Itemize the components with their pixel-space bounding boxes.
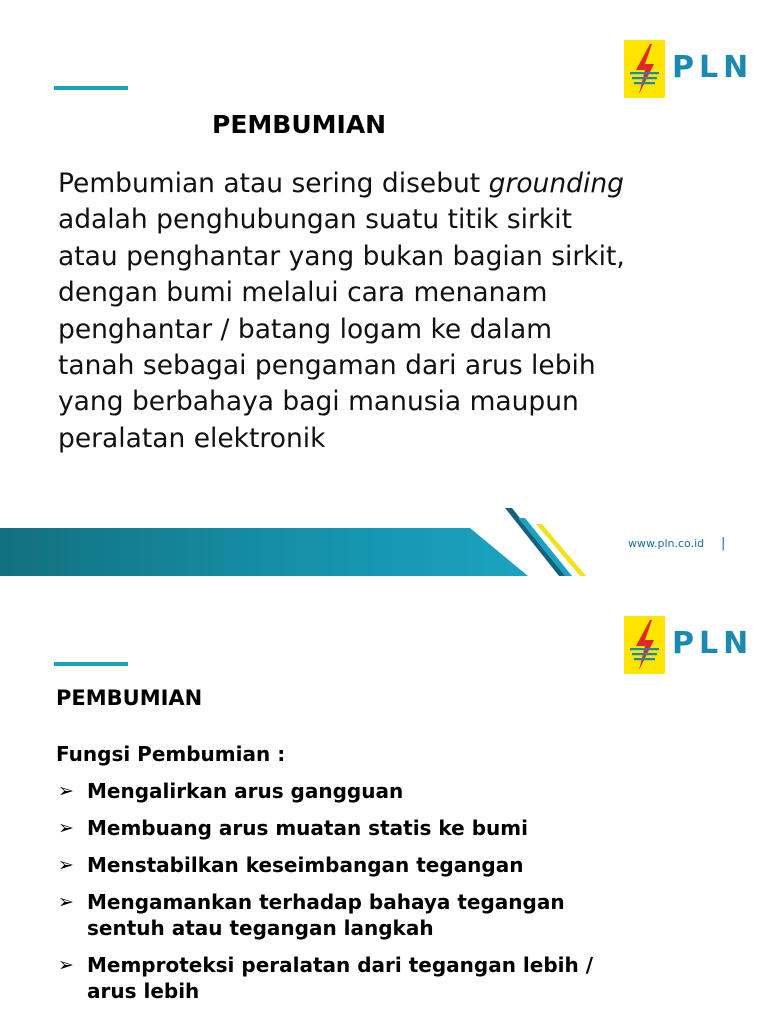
footer-url: www.pln.co.id xyxy=(628,537,705,550)
list-item xyxy=(56,815,756,841)
lightning-bolt-icon xyxy=(624,40,665,98)
arrow-bullet-icon: ➢ xyxy=(58,854,74,876)
paragraph-line: peralatan elektronik xyxy=(58,422,326,454)
paragraph-line: Pembumian atau sering disebut grounding xyxy=(58,168,624,199)
pln-logo-mark xyxy=(624,40,665,98)
paragraph-line: tanah sebagai pengaman dari arus lebih xyxy=(58,350,596,382)
paragraph-line: penghantar / batang logam ke dalam xyxy=(58,313,553,345)
list-item-text: Memproteksi peralatan dari tegangan lebih / xyxy=(87,953,594,977)
definition-paragraph xyxy=(58,166,748,457)
arrow-bullet-icon: ➢ xyxy=(58,891,74,913)
footer-decoration-band xyxy=(0,508,600,576)
slide-gap xyxy=(0,576,768,586)
pln-logo xyxy=(624,616,754,674)
list-item xyxy=(56,889,756,941)
arrow-bullet-icon: ➢ xyxy=(58,780,74,802)
list-item-text: Membuang arus muatan statis ke bumi xyxy=(87,816,528,840)
paragraph-line: atau penghantar yang bukan bagian sirkit, xyxy=(58,240,625,272)
title-accent-line xyxy=(54,662,128,666)
list-item-text-continued: arus lebih xyxy=(87,979,200,1003)
list-item-text-continued: sentuh atau tegangan langkah xyxy=(87,916,434,940)
function-list xyxy=(56,778,756,1015)
list-item xyxy=(56,852,756,878)
grounding-term: grounding xyxy=(488,168,624,199)
arrow-bullet-icon: ➢ xyxy=(58,954,74,976)
paragraph-line: yang berbahaya bagi manusia maupun xyxy=(58,386,579,418)
paragraph-line: adalah penghubungan suatu titik sirkit xyxy=(58,204,573,236)
list-item xyxy=(56,778,756,804)
lightning-bolt-icon xyxy=(624,616,665,674)
list-item xyxy=(56,952,756,1004)
section-subtitle: Fungsi Pembumian : xyxy=(56,742,286,766)
footer-separator: | xyxy=(721,536,726,551)
slide-title: PEMBUMIAN xyxy=(212,110,387,139)
paragraph-line: dengan bumi melalui cara menanam xyxy=(58,277,548,309)
title-accent-line xyxy=(54,86,128,90)
pln-logo-mark xyxy=(624,616,665,674)
list-item-text: Mengalirkan arus gangguan xyxy=(87,779,404,803)
pln-logo xyxy=(624,40,754,98)
pln-logo-text: PLN xyxy=(672,626,754,661)
list-item-text: Mengamankan terhadap bahaya tegangan xyxy=(87,890,565,914)
slide-title: PEMBUMIAN xyxy=(56,686,203,710)
slide-2 xyxy=(0,586,768,1024)
list-item-text: Menstabilkan keseimbangan tegangan xyxy=(87,853,524,877)
arrow-bullet-icon: ➢ xyxy=(58,817,74,839)
pln-logo-text: PLN xyxy=(672,50,754,85)
